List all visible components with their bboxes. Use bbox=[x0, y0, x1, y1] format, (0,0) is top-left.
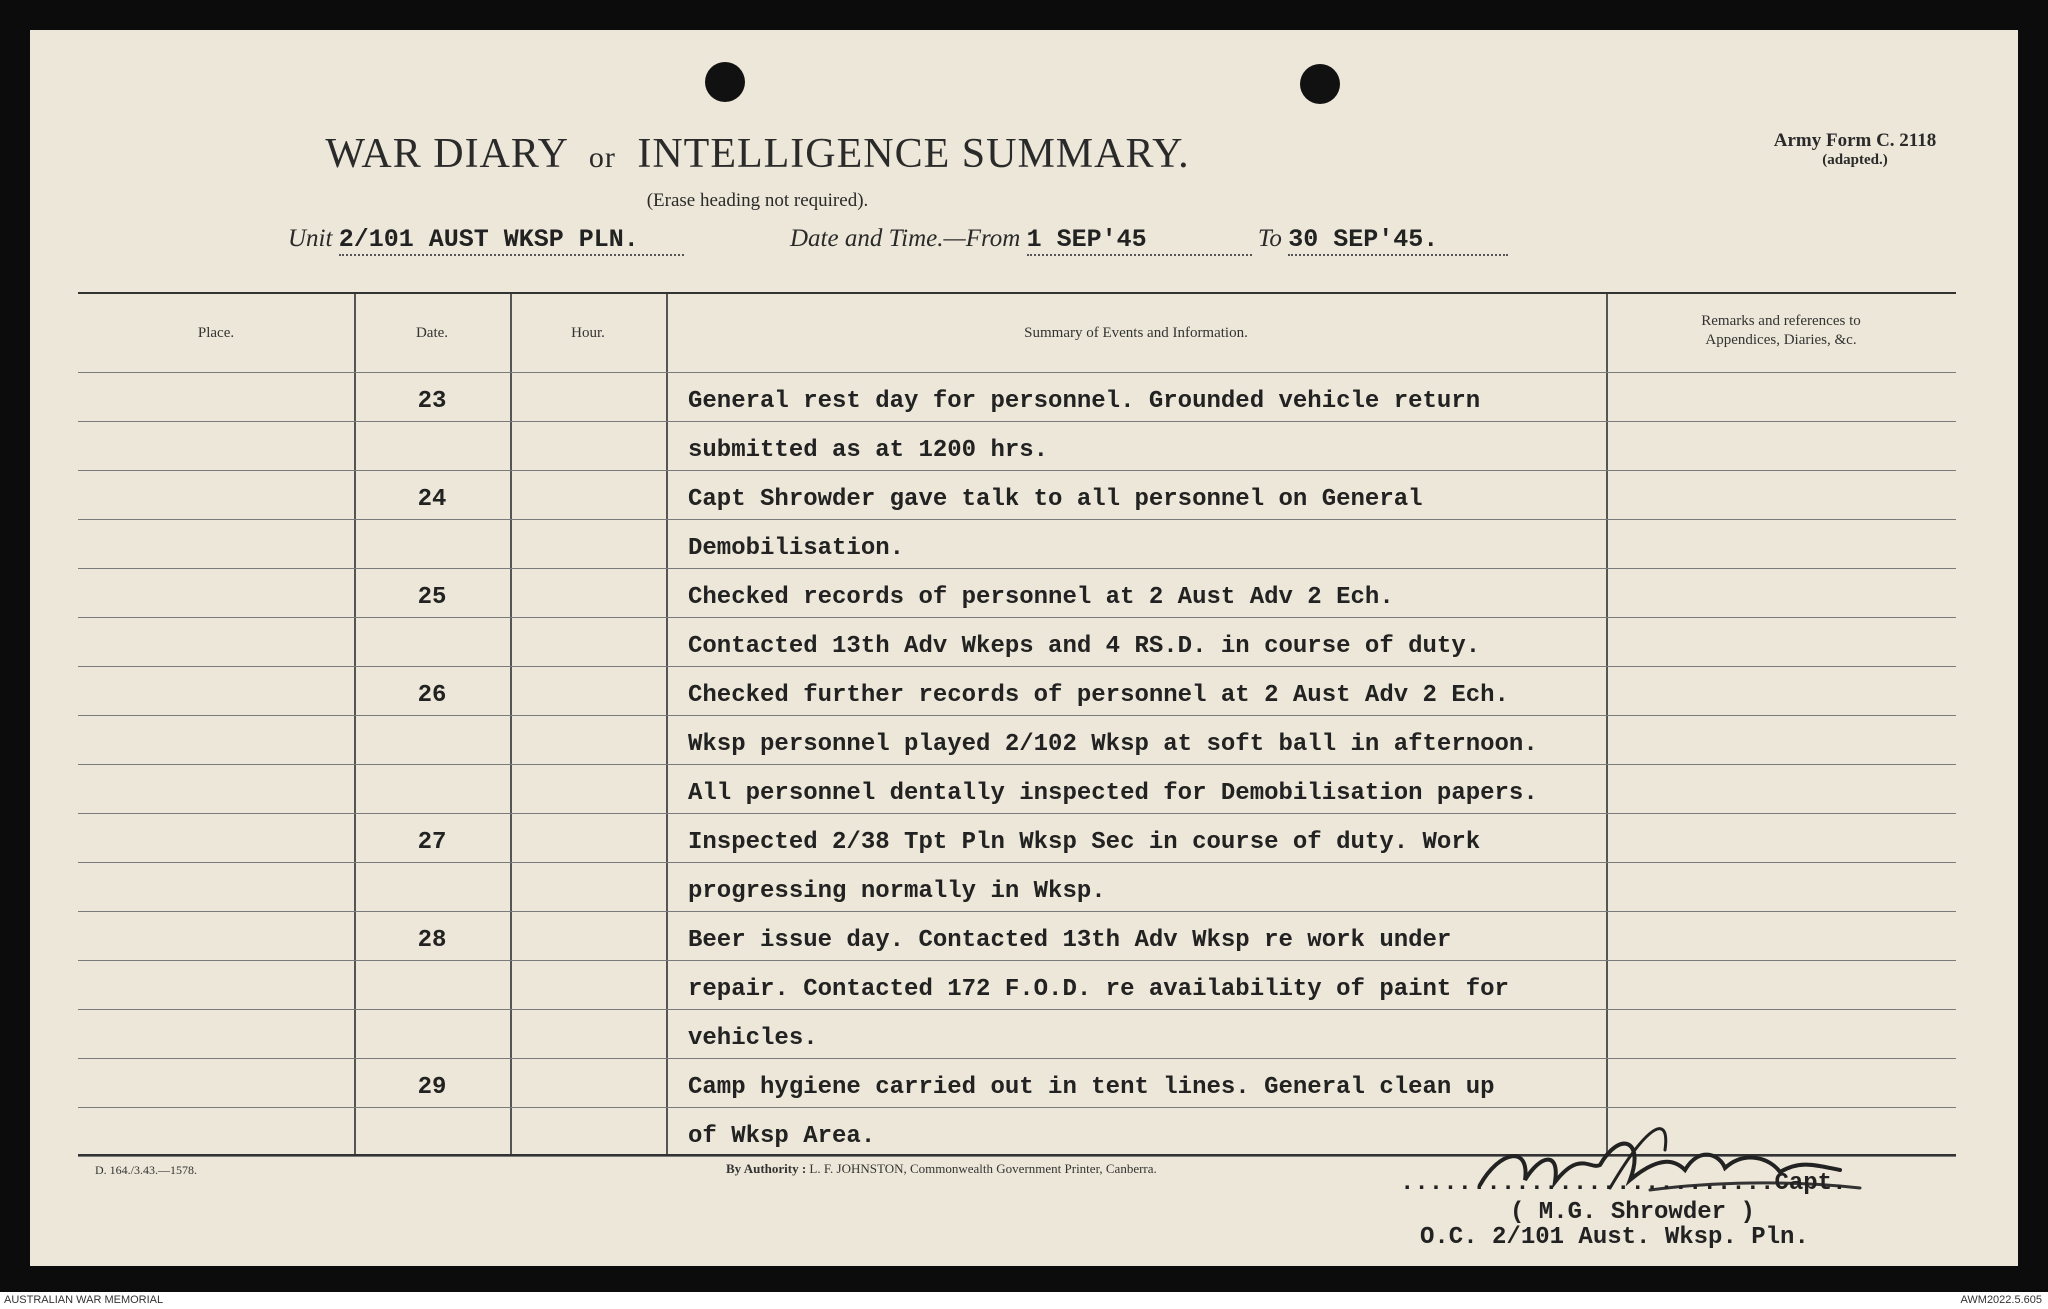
ruled-line bbox=[78, 372, 1956, 373]
ruled-line bbox=[78, 617, 1956, 618]
entry-text-line: submitted as at 1200 hrs. bbox=[688, 437, 1049, 464]
ruled-line bbox=[78, 421, 1956, 422]
form-title bbox=[0, 130, 1515, 178]
army-form-adapted: (adapted.) bbox=[1822, 152, 1888, 168]
entry-text-line: Checked records of personnel at 2 Aust Adv 2 Ech. bbox=[688, 584, 1394, 611]
authority-label: By Authority : bbox=[726, 1161, 807, 1176]
ruled-line bbox=[78, 519, 1956, 520]
date-to-value: 30 SEP'45. bbox=[1288, 225, 1439, 254]
diary-table bbox=[78, 292, 1956, 1156]
column-header-hour: Hour. bbox=[571, 325, 605, 341]
entry-text-line: Checked further records of personnel at 2 Aust Adv 2 Ech. bbox=[688, 682, 1509, 709]
unit-field bbox=[288, 225, 684, 256]
remarks-header-line-1: Remarks and references to bbox=[1701, 313, 1861, 329]
ruled-line bbox=[78, 911, 1956, 912]
entry-text-line: repair. Contacted 172 F.O.D. re availability of paint for bbox=[688, 976, 1509, 1003]
column-header-remarks bbox=[1606, 312, 1956, 350]
entry-text-line: Beer issue day. Contacted 13th Adv Wksp re work under bbox=[688, 927, 1452, 954]
title-or: or bbox=[588, 141, 616, 174]
ruled-line bbox=[78, 862, 1956, 863]
column-divider bbox=[666, 294, 668, 1154]
column-divider bbox=[354, 294, 356, 1154]
ruled-line bbox=[78, 470, 1956, 471]
punch-hole bbox=[1300, 64, 1340, 104]
entry-date: 23 bbox=[417, 388, 447, 415]
entry-date: 25 bbox=[417, 584, 447, 611]
signature-role: O.C. 2/101 Aust. Wksp. Pln. bbox=[1420, 1224, 1809, 1251]
entry-text-line: General rest day for personnel. Grounded vehicle return bbox=[688, 388, 1481, 415]
printer-authority bbox=[726, 1161, 1157, 1177]
ruled-line bbox=[78, 568, 1956, 569]
ruled-line bbox=[78, 1107, 1956, 1108]
date-from-value: 1 SEP'45 bbox=[1026, 225, 1147, 254]
entry-date: 27 bbox=[417, 829, 447, 856]
entry-date: 29 bbox=[417, 1074, 447, 1101]
entry-text-line: Inspected 2/38 Tpt Pln Wksp Sec in course of duty. Work bbox=[688, 829, 1481, 856]
remarks-header-line-2: Appendices, Diaries, &c. bbox=[1705, 332, 1857, 348]
entry-date: 28 bbox=[417, 927, 447, 954]
punch-hole bbox=[705, 62, 745, 102]
date-range-field bbox=[790, 225, 1508, 256]
date-from-label: Date and Time.—From bbox=[790, 225, 1021, 252]
ruled-line bbox=[78, 960, 1956, 961]
ruled-line bbox=[78, 1009, 1956, 1010]
entry-text-line: vehicles. bbox=[688, 1025, 818, 1052]
ruled-line bbox=[78, 1058, 1956, 1059]
title-war-diary: WAR DIARY bbox=[325, 131, 568, 177]
entry-date: 26 bbox=[417, 682, 447, 709]
entry-text-line: Camp hygiene carried out in tent lines. General clean up bbox=[688, 1074, 1495, 1101]
ruled-line bbox=[78, 715, 1956, 716]
entry-text-line: progressing normally in Wksp. bbox=[688, 878, 1106, 905]
entry-text-line: Contacted 13th Adv Wkeps and 4 RS.D. in course of duty. bbox=[688, 633, 1481, 660]
authority-text: L. F. JOHNSTON, Commonwealth Government Printer, Canberra. bbox=[809, 1161, 1157, 1176]
archive-reference: AWM2022.5.605 bbox=[1960, 1294, 2042, 1306]
unit-value: 2/101 AUST WKSP PLN. bbox=[338, 225, 639, 254]
column-header-place: Place. bbox=[197, 325, 235, 341]
print-code: D. 164./3.43.—1578. bbox=[95, 1163, 197, 1177]
ruled-line bbox=[78, 764, 1956, 765]
signature-rank: Capt. bbox=[1774, 1170, 1847, 1197]
signature-dots: .......................... bbox=[1400, 1170, 1775, 1197]
column-divider bbox=[1606, 294, 1608, 1154]
column-header-summary: Summary of Events and Information. bbox=[1024, 325, 1248, 341]
ruled-line bbox=[78, 813, 1956, 814]
entry-text-line: All personnel dentally inspected for Demobilisation papers. bbox=[688, 780, 1538, 807]
army-form-label bbox=[1740, 130, 1970, 169]
archive-strip bbox=[0, 1292, 2048, 1309]
entry-text-line: Demobilisation. bbox=[688, 535, 905, 562]
entry-text-line: Capt Shrowder gave talk to all personnel on General bbox=[688, 486, 1423, 513]
column-header-date: Date. bbox=[415, 325, 449, 341]
ruled-line bbox=[78, 666, 1956, 667]
erase-note: (Erase heading not required). bbox=[646, 190, 869, 211]
signature-name: ( M.G. Shrowder ) bbox=[1510, 1199, 1755, 1226]
date-to-label: To bbox=[1257, 225, 1282, 252]
column-divider bbox=[510, 294, 512, 1154]
signature-block bbox=[1400, 1170, 1846, 1251]
army-form-number: Army Form C. 2118 bbox=[1773, 130, 1937, 151]
entry-text-line: Wksp personnel played 2/102 Wksp at soft ball in afternoon. bbox=[688, 731, 1538, 758]
entry-date: 24 bbox=[417, 486, 447, 513]
title-intelligence-summary: INTELLIGENCE SUMMARY. bbox=[637, 131, 1190, 177]
entry-text-line: of Wksp Area. bbox=[688, 1123, 876, 1150]
unit-label: Unit bbox=[288, 225, 333, 252]
archive-name: AUSTRALIAN WAR MEMORIAL bbox=[4, 1294, 164, 1306]
